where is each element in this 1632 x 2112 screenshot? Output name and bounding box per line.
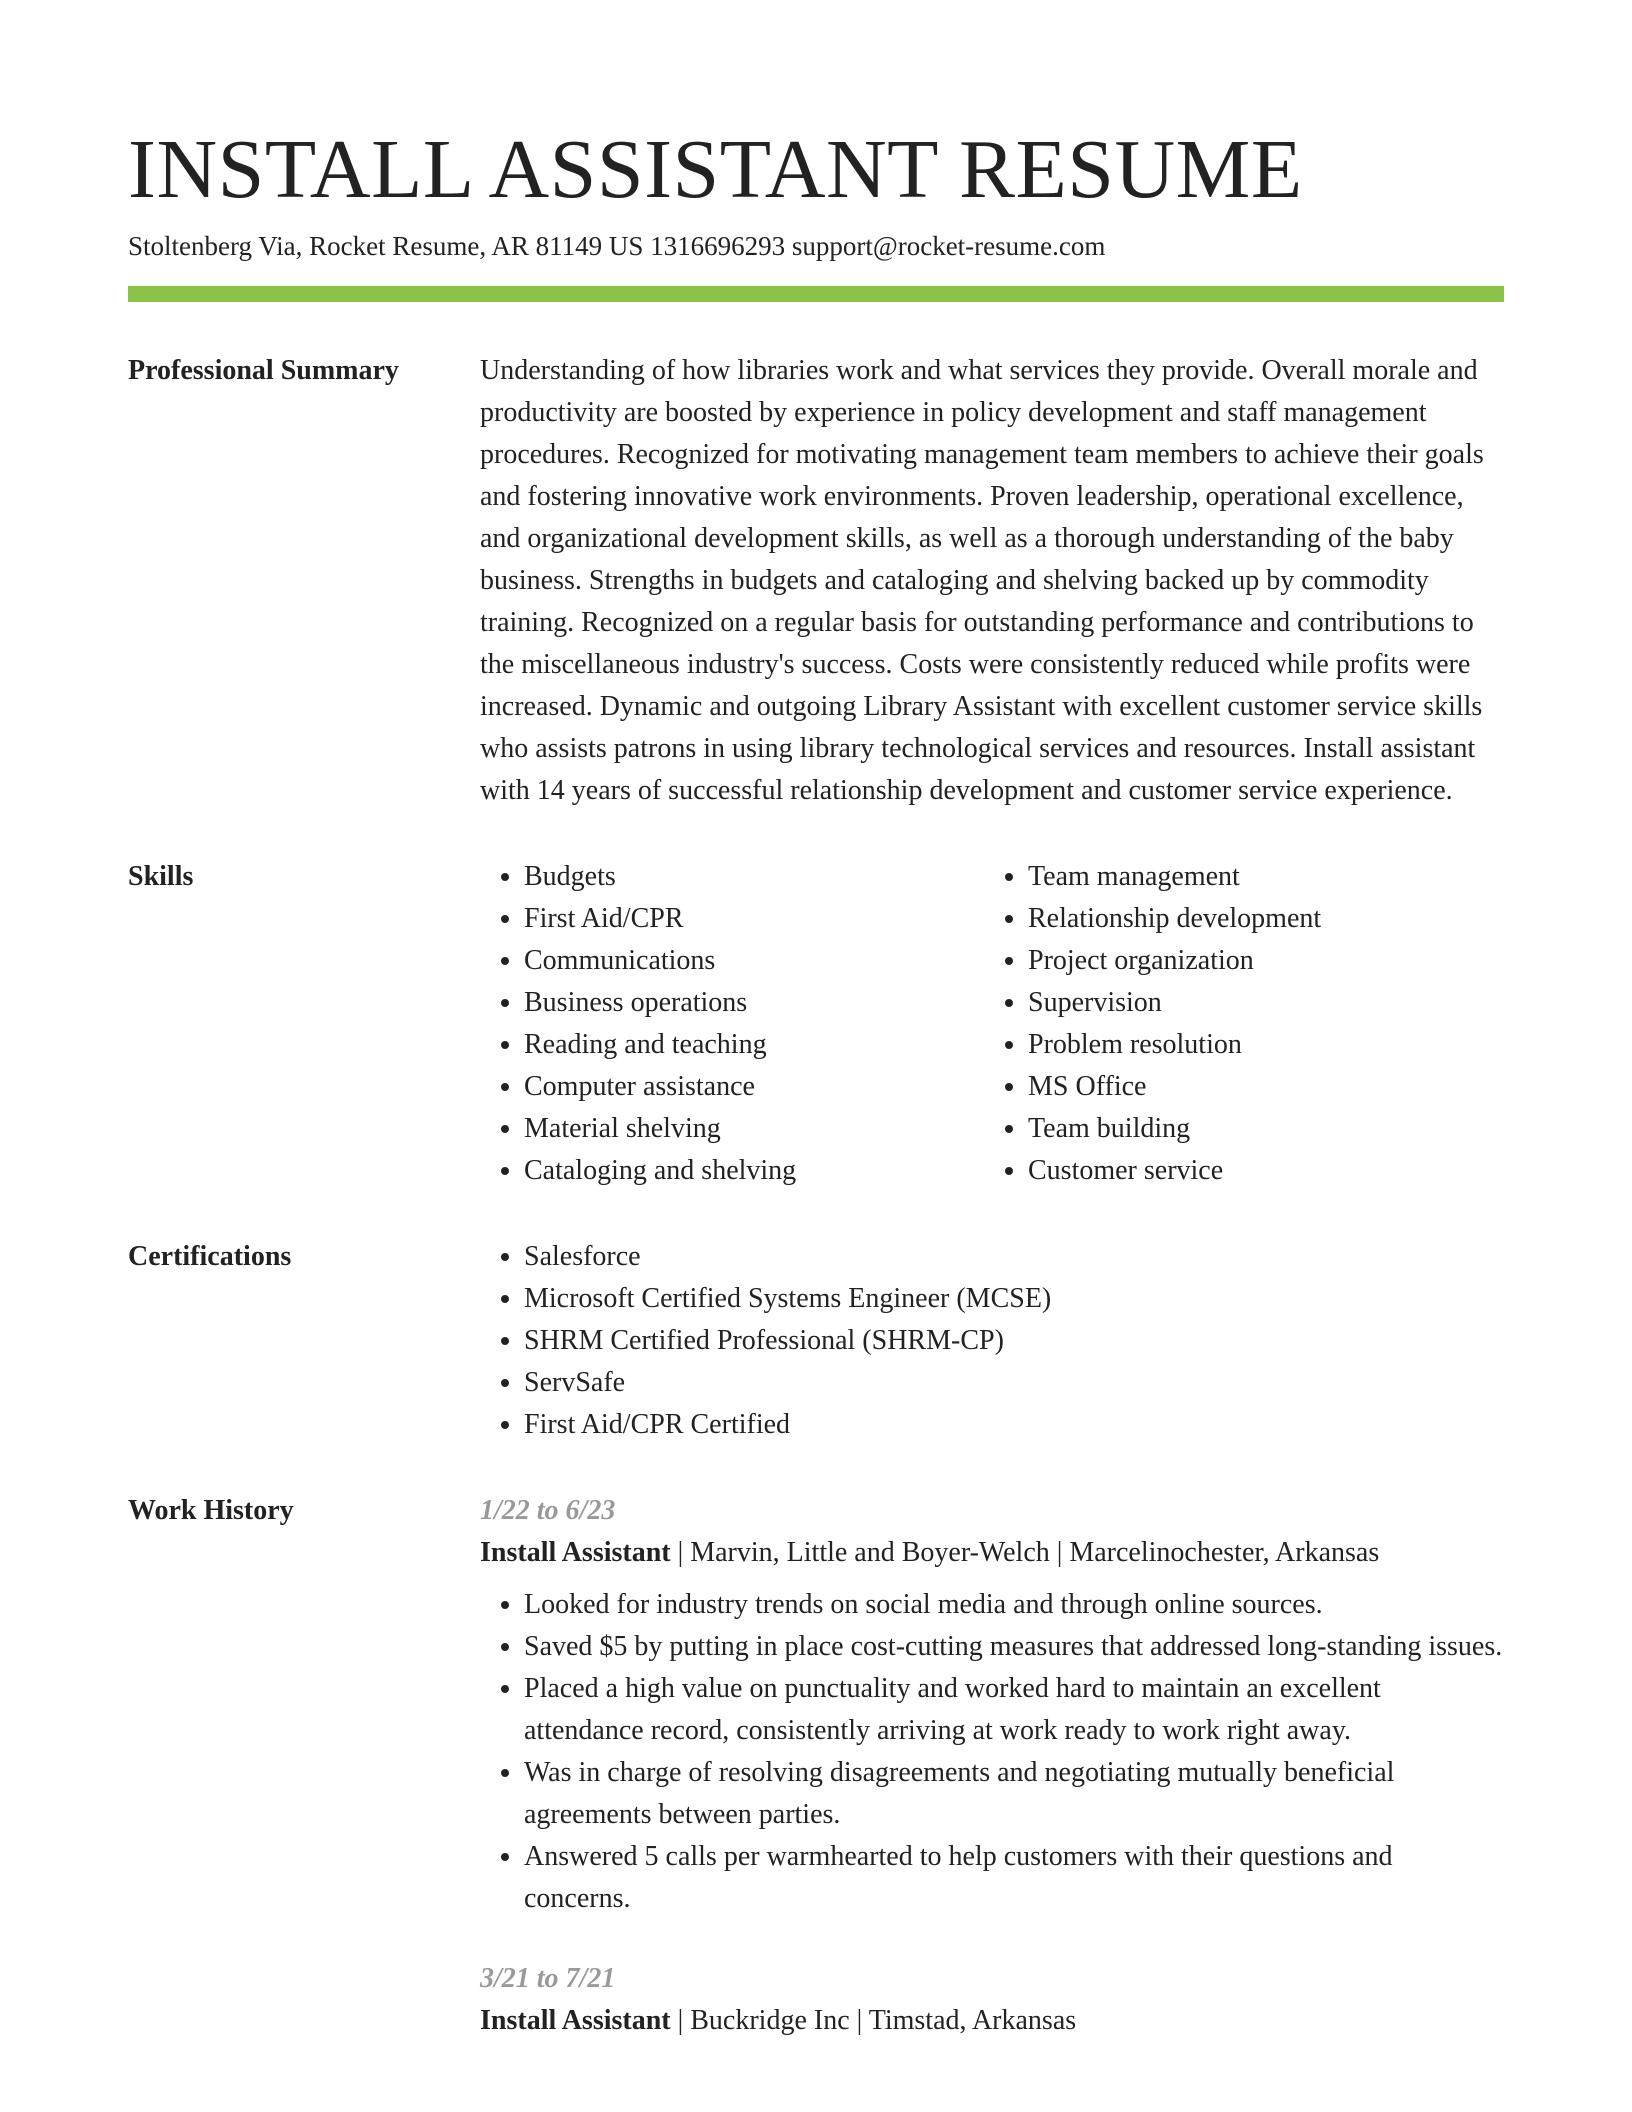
section-skills — [128, 856, 1504, 1192]
skill-item: • Cataloging and shelving — [524, 1150, 984, 1192]
skill-item: • Project organization — [1028, 940, 1488, 982]
skill-item: • Relationship development — [1028, 898, 1488, 940]
job-title: Install Assistant — [480, 2005, 671, 2036]
section-certifications — [128, 1236, 1504, 1446]
certification-item: • Microsoft Certified Systems Engineer (MCSE) — [524, 1278, 1504, 1320]
job-details: | Marvin, Little and Boyer-Welch | Marcelinochester, Arkansas — [670, 1537, 1380, 1568]
job-bullet: • Was in charge of resolving disagreements and negotiating mutually beneficial agreements between parties. — [524, 1752, 1504, 1836]
certifications-body — [480, 1236, 1504, 1446]
certification-item: • First Aid/CPR Certified — [524, 1404, 1504, 1446]
skill-item: • Customer service — [1028, 1150, 1488, 1192]
job-bullets — [480, 1584, 1504, 1920]
job-details: | Buckridge Inc | Timstad, Arkansas — [670, 2005, 1077, 2036]
job-bullet: • Answered 5 calls per warmhearted to help customers with their questions and concerns. — [524, 1836, 1504, 1920]
job-bullet: • Placed a high value on punctuality and worked hard to maintain an excellent attendance record, consistently arriving at work ready to work right away. — [524, 1668, 1504, 1752]
skill-item: • Supervision — [1028, 982, 1488, 1024]
certification-item: • ServSafe — [524, 1362, 1504, 1404]
accent-divider — [128, 286, 1504, 302]
job-header — [480, 2000, 1504, 2042]
contact-info: Stoltenberg Via, Rocket Resume, AR 81149 US 1316696293 support@rocket-resume.com — [128, 231, 1106, 261]
summary-body — [480, 350, 1504, 812]
job-header — [480, 1532, 1504, 1574]
section-label-summary: Professional Summary — [128, 355, 399, 386]
job-bullet: • Looked for industry trends on social media and through online sources. — [524, 1584, 1504, 1626]
skill-item: • Communications — [524, 940, 984, 982]
skills-column-left — [480, 856, 984, 1192]
skills-list-left — [480, 856, 984, 1192]
page-title: INSTALL ASSISTANT RESUME — [128, 123, 1303, 216]
skill-item: • Reading and teaching — [524, 1024, 984, 1066]
job-entry — [480, 1958, 1504, 2042]
job-title: Install Assistant — [480, 1537, 671, 1568]
summary-text: Understanding of how libraries work and what services they provide. Overall morale and productivity are boosted by experience in policy development and staff management procedures. Recognized for motivating management team members to achieve their goals and fostering innovative work environments. Proven leadership, operational excellence, and organizational development skills, as well as a thorough understanding of the baby business. Strengths in budgets and cataloging and shelving backed up by commodity training. Recognized on a regular basis for outstanding performance and contributions to the miscellaneous industry's success. Costs were consistently reduced while profits were increased. Dynamic and outgoing Library Assistant with excellent customer service skills who assists patrons in using library technological services and resources. Install assistant with 14 years of successful relationship development and customer service experience. — [480, 355, 1484, 806]
skill-item: • MS Office — [1028, 1066, 1488, 1108]
skills-list-right — [984, 856, 1488, 1192]
job-bullet: • Saved $5 by putting in place cost-cutting measures that addressed long-standing issues. — [524, 1626, 1504, 1668]
section-label-certifications: Certifications — [128, 1241, 292, 1272]
job-entry — [480, 1490, 1504, 1920]
section-label-work-history: Work History — [128, 1495, 294, 1526]
skill-item: • Team management — [1028, 856, 1488, 898]
certification-item: • Salesforce — [524, 1236, 1504, 1278]
skill-item: • Budgets — [524, 856, 984, 898]
skill-item: • Material shelving — [524, 1108, 984, 1150]
skill-item: • First Aid/CPR — [524, 898, 984, 940]
skills-body — [480, 856, 1504, 1192]
job-dates: 1/22 to 6/23 — [480, 1495, 616, 1526]
job-dates: 3/21 to 7/21 — [480, 1963, 616, 1994]
section-label-skills: Skills — [128, 861, 194, 892]
section-professional-summary — [128, 350, 1504, 812]
resume-page — [128, 120, 1504, 2080]
certification-item: • SHRM Certified Professional (SHRM-CP) — [524, 1320, 1504, 1362]
skill-item: • Team building — [1028, 1108, 1488, 1150]
skill-item: • Business operations — [524, 982, 984, 1024]
section-work-history — [128, 1490, 1504, 2080]
skill-item: • Computer assistance — [524, 1066, 984, 1108]
work-history-body — [480, 1490, 1504, 2080]
certifications-list — [480, 1236, 1504, 1446]
skills-column-right — [984, 856, 1488, 1192]
skill-item: • Problem resolution — [1028, 1024, 1488, 1066]
